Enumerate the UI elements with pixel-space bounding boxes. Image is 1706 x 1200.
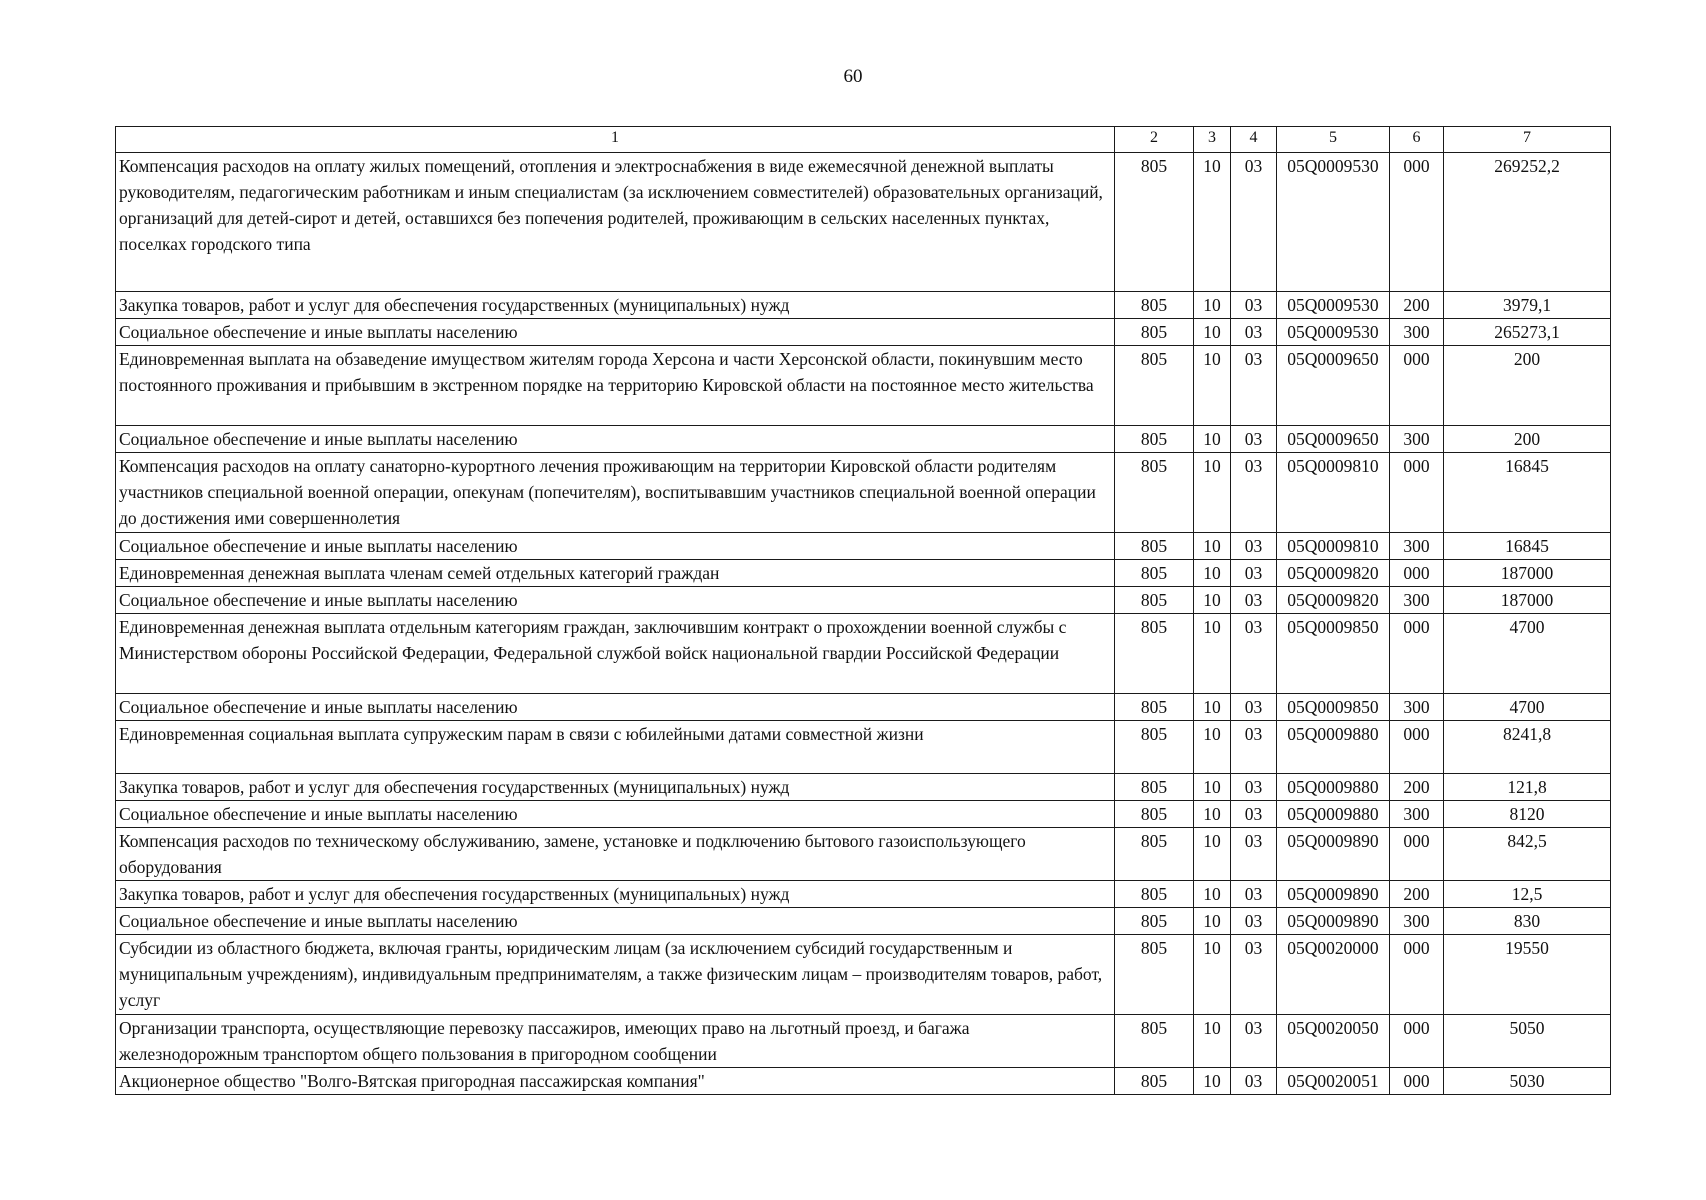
row-col7-cell: 16845 <box>1444 453 1611 533</box>
row-col6-cell: 200 <box>1390 292 1444 319</box>
table-row <box>116 774 1611 801</box>
row-col4-cell: 03 <box>1231 828 1277 881</box>
row-col7-cell: 5030 <box>1444 1068 1611 1095</box>
row-col7-cell: 830 <box>1444 908 1611 935</box>
row-col3-cell: 10 <box>1194 1015 1231 1068</box>
row-col4-cell: 03 <box>1231 881 1277 908</box>
row-name-cell: Единовременная социальная выплата супружеским парам в связи с юбилейными датами совместной жизни <box>116 721 1115 774</box>
row-col2-cell: 805 <box>1115 801 1194 828</box>
row-col5-cell: 05Q0009530 <box>1277 292 1390 319</box>
row-col5-cell: 05Q0009820 <box>1277 560 1390 587</box>
row-col4-cell: 03 <box>1231 453 1277 533</box>
table-row <box>116 1068 1611 1095</box>
row-col2-cell: 805 <box>1115 426 1194 453</box>
row-col4-cell: 03 <box>1231 935 1277 1015</box>
row-col6-cell: 000 <box>1390 346 1444 426</box>
row-col2-cell: 805 <box>1115 614 1194 694</box>
row-name-cell: Социальное обеспечение и иные выплаты населению <box>116 319 1115 346</box>
row-col6-cell: 300 <box>1390 319 1444 346</box>
row-col6-cell: 200 <box>1390 774 1444 801</box>
row-col4-cell: 03 <box>1231 560 1277 587</box>
table-row <box>116 694 1611 721</box>
row-col7-cell: 12,5 <box>1444 881 1611 908</box>
row-col7-cell: 19550 <box>1444 935 1611 1015</box>
table-row <box>116 587 1611 614</box>
row-col6-cell: 300 <box>1390 694 1444 721</box>
row-col2-cell: 805 <box>1115 774 1194 801</box>
row-col4-cell: 03 <box>1231 774 1277 801</box>
row-col7-cell: 187000 <box>1444 560 1611 587</box>
row-col6-cell: 000 <box>1390 453 1444 533</box>
col-header-2: 2 <box>1115 127 1194 153</box>
row-col5-cell: 05Q0009650 <box>1277 346 1390 426</box>
row-col2-cell: 805 <box>1115 453 1194 533</box>
row-col6-cell: 000 <box>1390 560 1444 587</box>
row-col5-cell: 05Q0009880 <box>1277 721 1390 774</box>
row-col4-cell: 03 <box>1231 801 1277 828</box>
row-col6-cell: 300 <box>1390 533 1444 560</box>
row-col3-cell: 10 <box>1194 828 1231 881</box>
row-col2-cell: 805 <box>1115 1015 1194 1068</box>
row-col3-cell: 10 <box>1194 614 1231 694</box>
row-col7-cell: 269252,2 <box>1444 153 1611 292</box>
row-col5-cell: 05Q0009890 <box>1277 881 1390 908</box>
row-col6-cell: 300 <box>1390 908 1444 935</box>
row-col5-cell: 05Q0009880 <box>1277 801 1390 828</box>
row-col3-cell: 10 <box>1194 881 1231 908</box>
col-header-4: 4 <box>1231 127 1277 153</box>
table-row <box>116 828 1611 881</box>
row-col6-cell: 000 <box>1390 1068 1444 1095</box>
row-col5-cell: 05Q0009530 <box>1277 153 1390 292</box>
row-name-cell: Социальное обеспечение и иные выплаты населению <box>116 587 1115 614</box>
row-name-cell: Социальное обеспечение и иные выплаты населению <box>116 801 1115 828</box>
table-row <box>116 560 1611 587</box>
row-col4-cell: 03 <box>1231 721 1277 774</box>
row-col6-cell: 300 <box>1390 587 1444 614</box>
row-col3-cell: 10 <box>1194 426 1231 453</box>
row-col4-cell: 03 <box>1231 614 1277 694</box>
table-header <box>116 127 1611 153</box>
row-name-cell: Компенсация расходов на оплату жилых помещений, отопления и электроснабжения в виде ежемесячной денежной выплаты руководителям, педагогическим работникам и иным специалистам (за исключением совместителей) образовательных организаций, организаций для детей-сирот и детей, оставшихся без попечения родителей, проживающим в сельских населенных пунктах, поселках городского типа <box>116 153 1115 292</box>
row-col4-cell: 03 <box>1231 1068 1277 1095</box>
row-col7-cell: 8120 <box>1444 801 1611 828</box>
row-col2-cell: 805 <box>1115 828 1194 881</box>
row-col7-cell: 16845 <box>1444 533 1611 560</box>
row-col5-cell: 05Q0020050 <box>1277 1015 1390 1068</box>
row-name-cell: Единовременная выплата на обзаведение имуществом жителям города Херсона и части Херсонской области, покинувшим место постоянного проживания и прибывшим в экстренном порядке на территорию Кировской области на постоянное место жительства <box>116 346 1115 426</box>
row-col4-cell: 03 <box>1231 694 1277 721</box>
table-row <box>116 426 1611 453</box>
row-col5-cell: 05Q0020051 <box>1277 1068 1390 1095</box>
row-name-cell: Субсидии из областного бюджета, включая гранты, юридическим лицам (за исключением субсидий государственным и муниципальным учреждениям), индивидуальным предпринимателям, а также физическим лицам – производителям товаров, работ, услуг <box>116 935 1115 1015</box>
header-row <box>116 127 1611 153</box>
row-col4-cell: 03 <box>1231 533 1277 560</box>
row-name-cell: Социальное обеспечение и иные выплаты населению <box>116 426 1115 453</box>
row-col5-cell: 05Q0020000 <box>1277 935 1390 1015</box>
row-col5-cell: 05Q0009530 <box>1277 319 1390 346</box>
row-col4-cell: 03 <box>1231 153 1277 292</box>
row-col2-cell: 805 <box>1115 587 1194 614</box>
budget-table <box>115 126 1611 1095</box>
col-header-3: 3 <box>1194 127 1231 153</box>
row-name-cell: Акционерное общество "Волго-Вятская пригородная пассажирская компания" <box>116 1068 1115 1095</box>
row-col7-cell: 121,8 <box>1444 774 1611 801</box>
col-header-6: 6 <box>1390 127 1444 153</box>
table-row <box>116 292 1611 319</box>
row-col6-cell: 000 <box>1390 721 1444 774</box>
table-body <box>116 153 1611 1095</box>
row-name-cell: Компенсация расходов на оплату санаторно-курортного лечения проживающим на территории Кировской области родителям участников специальной военной операции, опекунам (попечителям), воспитывавшим участников специальной военной операции до достижения ими совершеннолетия <box>116 453 1115 533</box>
row-col6-cell: 300 <box>1390 801 1444 828</box>
row-name-cell: Единовременная денежная выплата отдельным категориям граждан, заключившим контракт о прохождении военной службы с Министерством обороны Российской Федерации, Федеральной службой войск национальной гвардии Российской Федерации <box>116 614 1115 694</box>
row-name-cell: Социальное обеспечение и иные выплаты населению <box>116 533 1115 560</box>
table-row <box>116 319 1611 346</box>
table-row <box>116 153 1611 292</box>
table-row <box>116 721 1611 774</box>
row-col2-cell: 805 <box>1115 560 1194 587</box>
row-col5-cell: 05Q0009820 <box>1277 587 1390 614</box>
row-col4-cell: 03 <box>1231 426 1277 453</box>
page-number: 60 <box>843 66 863 87</box>
row-col3-cell: 10 <box>1194 319 1231 346</box>
row-col5-cell: 05Q0009850 <box>1277 614 1390 694</box>
row-col2-cell: 805 <box>1115 721 1194 774</box>
row-col6-cell: 000 <box>1390 935 1444 1015</box>
table-row <box>116 453 1611 533</box>
col-header-7: 7 <box>1444 127 1611 153</box>
row-col7-cell: 5050 <box>1444 1015 1611 1068</box>
row-col5-cell: 05Q0009850 <box>1277 694 1390 721</box>
row-name-cell: Закупка товаров, работ и услуг для обеспечения государственных (муниципальных) нужд <box>116 774 1115 801</box>
row-col3-cell: 10 <box>1194 908 1231 935</box>
row-name-cell: Единовременная денежная выплата членам семей отдельных категорий граждан <box>116 560 1115 587</box>
row-col3-cell: 10 <box>1194 935 1231 1015</box>
row-col4-cell: 03 <box>1231 1015 1277 1068</box>
row-name-cell: Компенсация расходов по техническому обслуживанию, замене, установке и подключению бытового газоиспользующего оборудования <box>116 828 1115 881</box>
row-col3-cell: 10 <box>1194 694 1231 721</box>
row-col4-cell: 03 <box>1231 587 1277 614</box>
table-row <box>116 533 1611 560</box>
row-name-cell: Закупка товаров, работ и услуг для обеспечения государственных (муниципальных) нужд <box>116 881 1115 908</box>
row-name-cell: Организации транспорта, осуществляющие перевозку пассажиров, имеющих право на льготный проезд, и багажа железнодорожным транспортом общего пользования в пригородном сообщении <box>116 1015 1115 1068</box>
row-col6-cell: 300 <box>1390 426 1444 453</box>
row-col4-cell: 03 <box>1231 319 1277 346</box>
row-col7-cell: 842,5 <box>1444 828 1611 881</box>
row-col2-cell: 805 <box>1115 881 1194 908</box>
row-col3-cell: 10 <box>1194 721 1231 774</box>
row-col4-cell: 03 <box>1231 908 1277 935</box>
row-col5-cell: 05Q0009880 <box>1277 774 1390 801</box>
row-col2-cell: 805 <box>1115 908 1194 935</box>
row-col4-cell: 03 <box>1231 346 1277 426</box>
row-col3-cell: 10 <box>1194 453 1231 533</box>
col-header-1: 1 <box>116 127 1115 153</box>
table-row <box>116 801 1611 828</box>
row-col3-cell: 10 <box>1194 560 1231 587</box>
row-col2-cell: 805 <box>1115 694 1194 721</box>
row-col3-cell: 10 <box>1194 153 1231 292</box>
row-col2-cell: 805 <box>1115 533 1194 560</box>
row-col7-cell: 3979,1 <box>1444 292 1611 319</box>
row-col3-cell: 10 <box>1194 801 1231 828</box>
row-col6-cell: 200 <box>1390 881 1444 908</box>
row-col2-cell: 805 <box>1115 935 1194 1015</box>
row-col7-cell: 8241,8 <box>1444 721 1611 774</box>
table-row <box>116 881 1611 908</box>
row-col3-cell: 10 <box>1194 587 1231 614</box>
row-col3-cell: 10 <box>1194 774 1231 801</box>
table-row <box>116 1015 1611 1068</box>
row-col5-cell: 05Q0009890 <box>1277 828 1390 881</box>
table-row <box>116 935 1611 1015</box>
row-col3-cell: 10 <box>1194 346 1231 426</box>
row-col2-cell: 805 <box>1115 153 1194 292</box>
row-col6-cell: 000 <box>1390 153 1444 292</box>
row-col5-cell: 05Q0009810 <box>1277 533 1390 560</box>
row-col7-cell: 4700 <box>1444 614 1611 694</box>
row-col2-cell: 805 <box>1115 292 1194 319</box>
table-row <box>116 614 1611 694</box>
row-col2-cell: 805 <box>1115 1068 1194 1095</box>
row-col6-cell: 000 <box>1390 1015 1444 1068</box>
row-name-cell: Социальное обеспечение и иные выплаты населению <box>116 908 1115 935</box>
row-name-cell: Социальное обеспечение и иные выплаты населению <box>116 694 1115 721</box>
col-header-5: 5 <box>1277 127 1390 153</box>
row-col2-cell: 805 <box>1115 346 1194 426</box>
row-col3-cell: 10 <box>1194 1068 1231 1095</box>
row-name-cell: Закупка товаров, работ и услуг для обеспечения государственных (муниципальных) нужд <box>116 292 1115 319</box>
row-col5-cell: 05Q0009810 <box>1277 453 1390 533</box>
row-col2-cell: 805 <box>1115 319 1194 346</box>
row-col4-cell: 03 <box>1231 292 1277 319</box>
row-col6-cell: 000 <box>1390 614 1444 694</box>
row-col5-cell: 05Q0009890 <box>1277 908 1390 935</box>
row-col7-cell: 187000 <box>1444 587 1611 614</box>
row-col7-cell: 265273,1 <box>1444 319 1611 346</box>
row-col3-cell: 10 <box>1194 533 1231 560</box>
row-col6-cell: 000 <box>1390 828 1444 881</box>
row-col7-cell: 4700 <box>1444 694 1611 721</box>
row-col3-cell: 10 <box>1194 292 1231 319</box>
row-col5-cell: 05Q0009650 <box>1277 426 1390 453</box>
table-row <box>116 908 1611 935</box>
table-row <box>116 346 1611 426</box>
row-col7-cell: 200 <box>1444 346 1611 426</box>
row-col7-cell: 200 <box>1444 426 1611 453</box>
